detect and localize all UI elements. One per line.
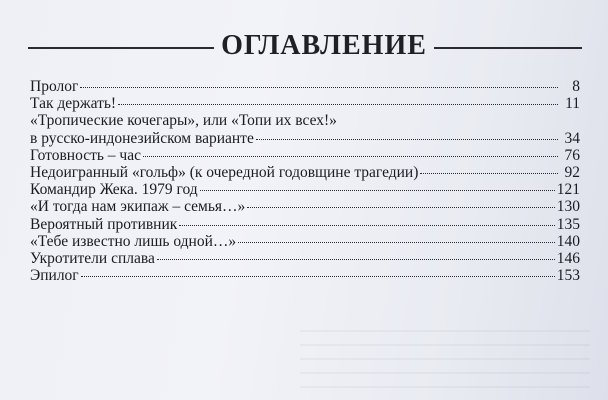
dot-leader bbox=[80, 87, 558, 88]
dot-leader bbox=[118, 104, 558, 105]
dot-leader bbox=[256, 139, 558, 140]
toc-entry-page: 34 bbox=[564, 129, 580, 147]
toc-entry-title-line1: «Тропические кочегары», или «Топи их всех!» bbox=[30, 112, 337, 130]
toc-entry bbox=[30, 181, 580, 198]
toc-entry-title: «Тебе известно лишь одной…» bbox=[30, 232, 237, 250]
toc-entry-title: Пролог bbox=[30, 78, 79, 95]
toc-entry bbox=[30, 95, 580, 112]
toc-heading: ОГЛАВЛЕНИЕ bbox=[221, 30, 427, 61]
toc-entry-title: Эпилог bbox=[30, 267, 79, 285]
toc-entry bbox=[30, 233, 580, 250]
toc-entry-title: Командир Жека. 1979 год bbox=[30, 181, 198, 199]
toc-entry-page: 130 bbox=[556, 198, 580, 216]
dot-leader bbox=[238, 242, 555, 243]
toc-entry-page: 8 bbox=[572, 78, 580, 95]
dot-leader bbox=[179, 225, 554, 226]
toc-entry-title: Недоигранный «гольф» (к очередной годовщине трагедии) bbox=[30, 164, 419, 182]
toc-entry-title: Готовность – час bbox=[30, 146, 141, 164]
toc-entry-page: 146 bbox=[556, 250, 580, 268]
dot-leader bbox=[420, 173, 558, 174]
header-rule-left bbox=[28, 47, 214, 49]
toc-header bbox=[24, 26, 580, 66]
toc-list bbox=[30, 78, 580, 284]
toc-entry-page: 140 bbox=[556, 232, 580, 250]
toc-entry bbox=[30, 78, 580, 95]
dot-leader bbox=[157, 259, 555, 260]
toc-entry-title: «И тогда нам экипаж – семья…» bbox=[30, 198, 246, 216]
header-rule-right bbox=[434, 47, 582, 49]
dot-leader bbox=[247, 207, 554, 208]
toc-entry bbox=[30, 198, 580, 215]
toc-entry bbox=[30, 112, 580, 146]
toc-entry-page: 121 bbox=[556, 181, 580, 199]
toc-entry-title: Укротители сплава bbox=[30, 250, 155, 268]
dot-leader bbox=[143, 156, 558, 157]
toc-entry-page: 153 bbox=[556, 267, 580, 285]
toc-entry bbox=[30, 164, 580, 181]
toc-entry bbox=[30, 216, 580, 233]
toc-entry bbox=[30, 267, 580, 284]
toc-entry-page: 76 bbox=[564, 146, 580, 164]
toc-entry-title: Вероятный противник bbox=[30, 215, 178, 233]
toc-entry-page: 11 bbox=[565, 95, 580, 113]
toc-entry-title: Так держать! bbox=[30, 95, 117, 113]
toc-entry bbox=[30, 147, 580, 164]
toc-entry-title: в русско-индонезийском варианте bbox=[30, 129, 254, 147]
toc-entry-page: 92 bbox=[564, 164, 580, 182]
toc-entry-page: 135 bbox=[556, 215, 580, 233]
toc-entry bbox=[30, 250, 580, 267]
show-through-text bbox=[300, 318, 590, 394]
dot-leader bbox=[81, 276, 555, 277]
dot-leader bbox=[200, 190, 555, 191]
